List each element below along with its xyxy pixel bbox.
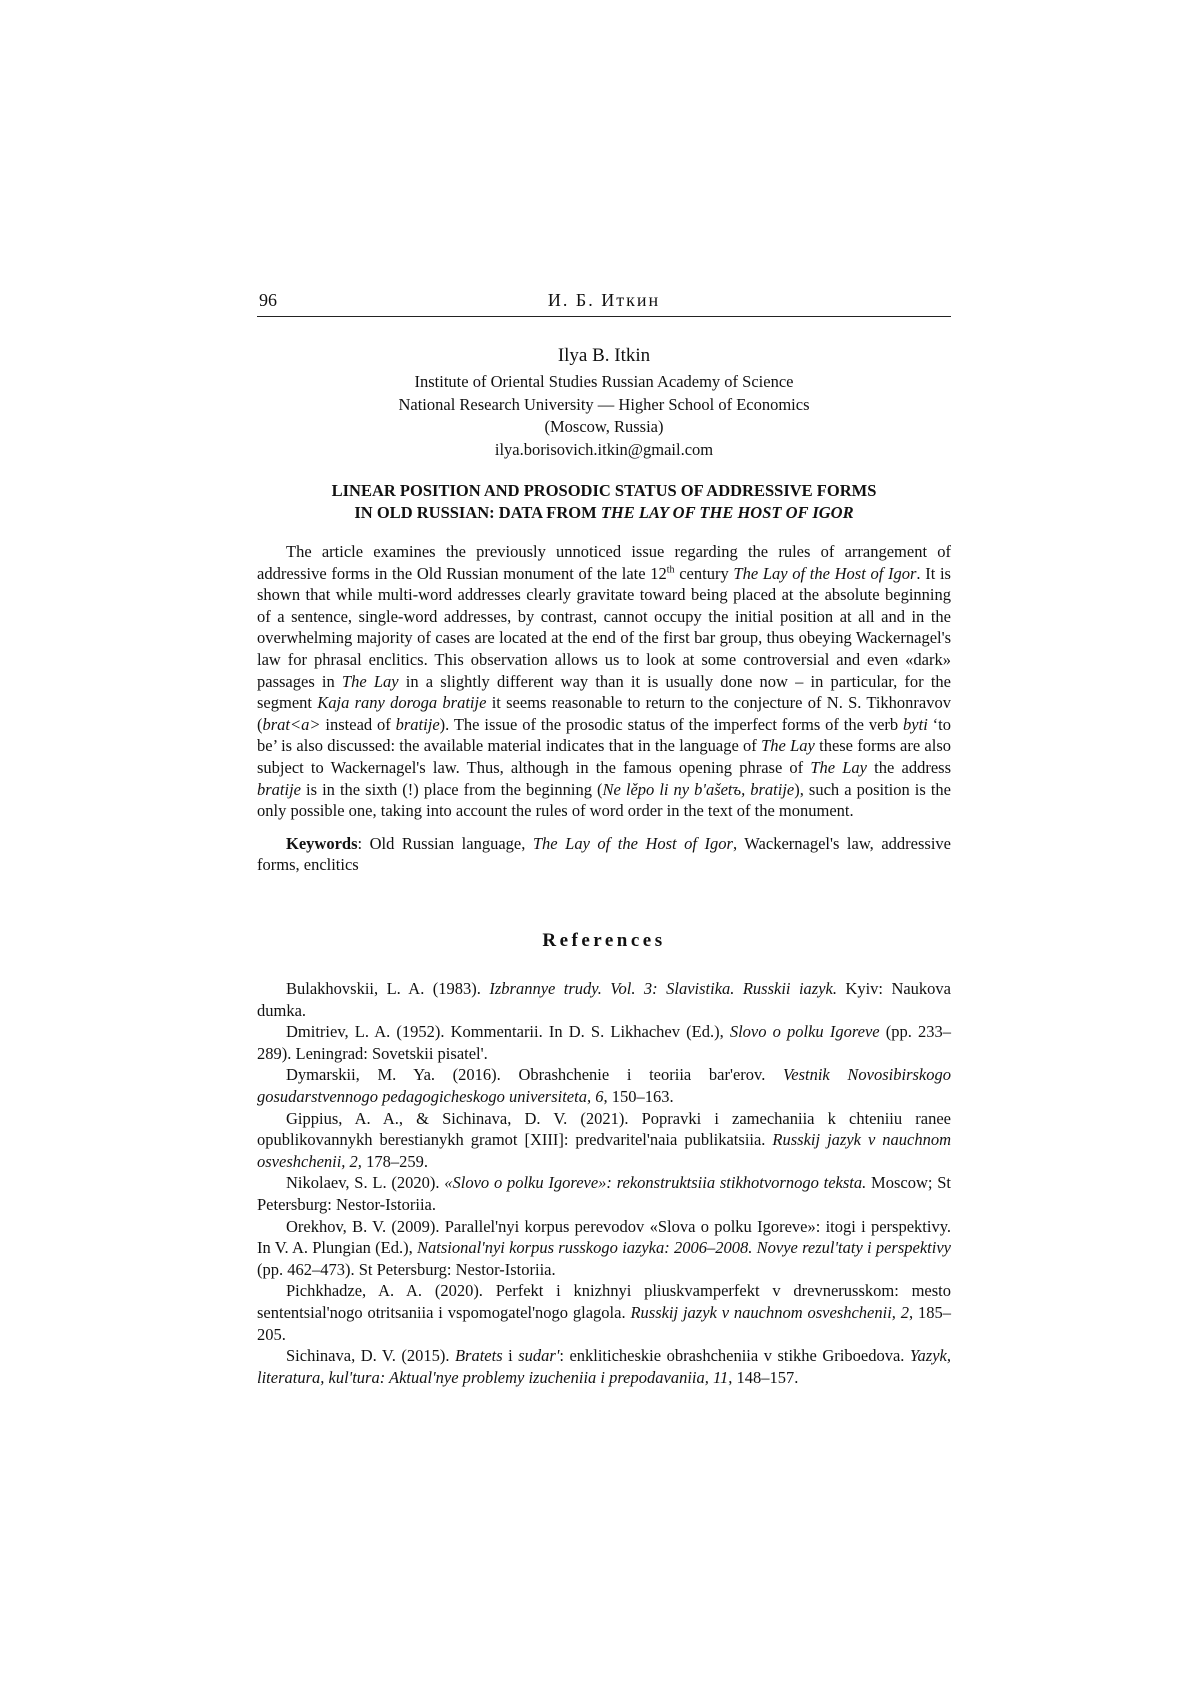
reference-item: Bulakhovskii, L. A. (1983). Izbrannye trudy. Vol. 3: Slavistika. Russkii iazyk. Kyiv: Naukova dumka.: [257, 979, 952, 1020]
author-block: [257, 343, 951, 461]
author-name: Ilya B. Itkin: [557, 345, 651, 366]
page-number: 96: [259, 290, 277, 310]
reference-item: Gippius, A. A., & Sichinava, D. V. (2021). Popravki i zamechaniia k chteniiu ranee opublikovannykh berestianykh gramot [XIII]: predvaritel'naia publikatsiia. Russkij jazyk v nauchnom osveshchenii, 2, 178–259.: [257, 1108, 951, 1171]
reference-item: Sichinava, D. V. (2015). Bratets i sudar': enkliticheskie obrashcheniia v stikhe Griboedova. Yazyk, literatura, kul'tura: Aktual'nye problemy izucheniia i prepodavaniia, 11, 148–157.: [257, 1346, 951, 1387]
keywords-label: Keywords: [286, 833, 358, 853]
affiliation: National Research University — Higher School of Economics: [398, 394, 810, 414]
reference-item: Nikolaev, S. L. (2020). «Slovo o polku Igoreve»: rekonstruktsiia stikhotvornogo teksta. Moscow; St Petersburg: Nestor-Istoriia.: [257, 1173, 951, 1214]
references-list: [257, 978, 951, 1388]
title-line-2: [257, 502, 951, 524]
affiliation: Institute of Oriental Studies Russian Academy of Science: [414, 372, 794, 391]
reference-item: Dymarskii, M. Ya. (2016). Obrashchenie i teoriia bar'erov. Vestnik Novosibirskogo gosudarstvennogo pedagogicheskogo universiteta, 6, 150–163.: [257, 1065, 951, 1106]
abstract-paragraph: The article examines the previously unnoticed issue regarding the rules of arrangement of addressive forms in the Old Russian monument of the late 12th century The Lay of the Host of Igor. It is shown that while multi-word addresses clearly gravitate toward being placed at the absolute beginning of a sentence, single-word addresses, by contrast, cannot occupy the initial position at all and in the overwhelming majority of cases are located at the end of the first bar group, thus obeying Wackernagel's law for phrasal enclitics. This observation allows us to look at some controversial and even «dark» passages in The Lay in a slightly different way than it is usually done now – in particular, for the segment Kaja rany doroga bratije it seems reasonable to return to the conjecture of N. S. Tikhonravov (brat<a> instead of bratije). The issue of the prosodic status of the imperfect forms of the verb byti ‘to be’ is also discussed: the available material indicates that in the language of The Lay these forms are also subject to Wackernagel's law. Thus, although in the famous opening phrase of The Lay the address bratije is in the sixth (!) place from the beginning (Ne lěpo li ny b'ašetъ, bratije), such a position is the only possible one, taking into account the rules of word order in the text of the monument.: [257, 542, 951, 821]
author-email: ilya.borisovich.itkin@gmail.com: [494, 439, 714, 459]
reference-item: Dmitriev, L. A. (1952). Kommentarii. In D. S. Likhachev (Ed.), Slovo o polku Igoreve (pp. 233–289). Leningrad: Sovetskii pisatel'.: [257, 1022, 952, 1063]
article-title: [257, 480, 951, 524]
references-heading: References: [542, 930, 666, 951]
reference-item: Pichkhadze, A. A. (2020). Perfekt i knizhnyi pliuskvamperfekt v drevnerusskom: mesto sententsial'nogo otritsaniia i vspomogatel'nogo glagola. Russkij jazyk v nauchnom osveshchenii, 2, 185–205.: [257, 1281, 951, 1344]
keywords: Keywords: Old Russian language, The Lay of the Host of Igor, Wackernagel's law, addressive forms, enclitics: [257, 833, 951, 875]
title-line-2-italic: THE LAY OF THE HOST OF IGOR: [600, 503, 854, 522]
reference-item: Orekhov, B. V. (2009). Parallel'nyi korpus perevodov «Slova o polku Igoreve»: itogi i perspektivy. In V. A. Plungian (Ed.), Natsional'nyi korpus russkogo iazyka: 2006–2008. Novye rezul'taty i perspektivy (pp. 462–473). St Petersburg: Nestor-Istoriia.: [257, 1216, 951, 1279]
abstract: [257, 541, 951, 876]
running-title: И. Б. Иткин: [547, 290, 661, 310]
title-line-2-text: IN OLD RUSSIAN: DATA FROM: [354, 503, 601, 522]
running-head: [257, 288, 951, 317]
title-line-1: LINEAR POSITION AND PROSODIC STATUS OF ADDRESSIVE FORMS: [331, 481, 877, 500]
affiliation-location: (Moscow, Russia): [544, 417, 664, 436]
